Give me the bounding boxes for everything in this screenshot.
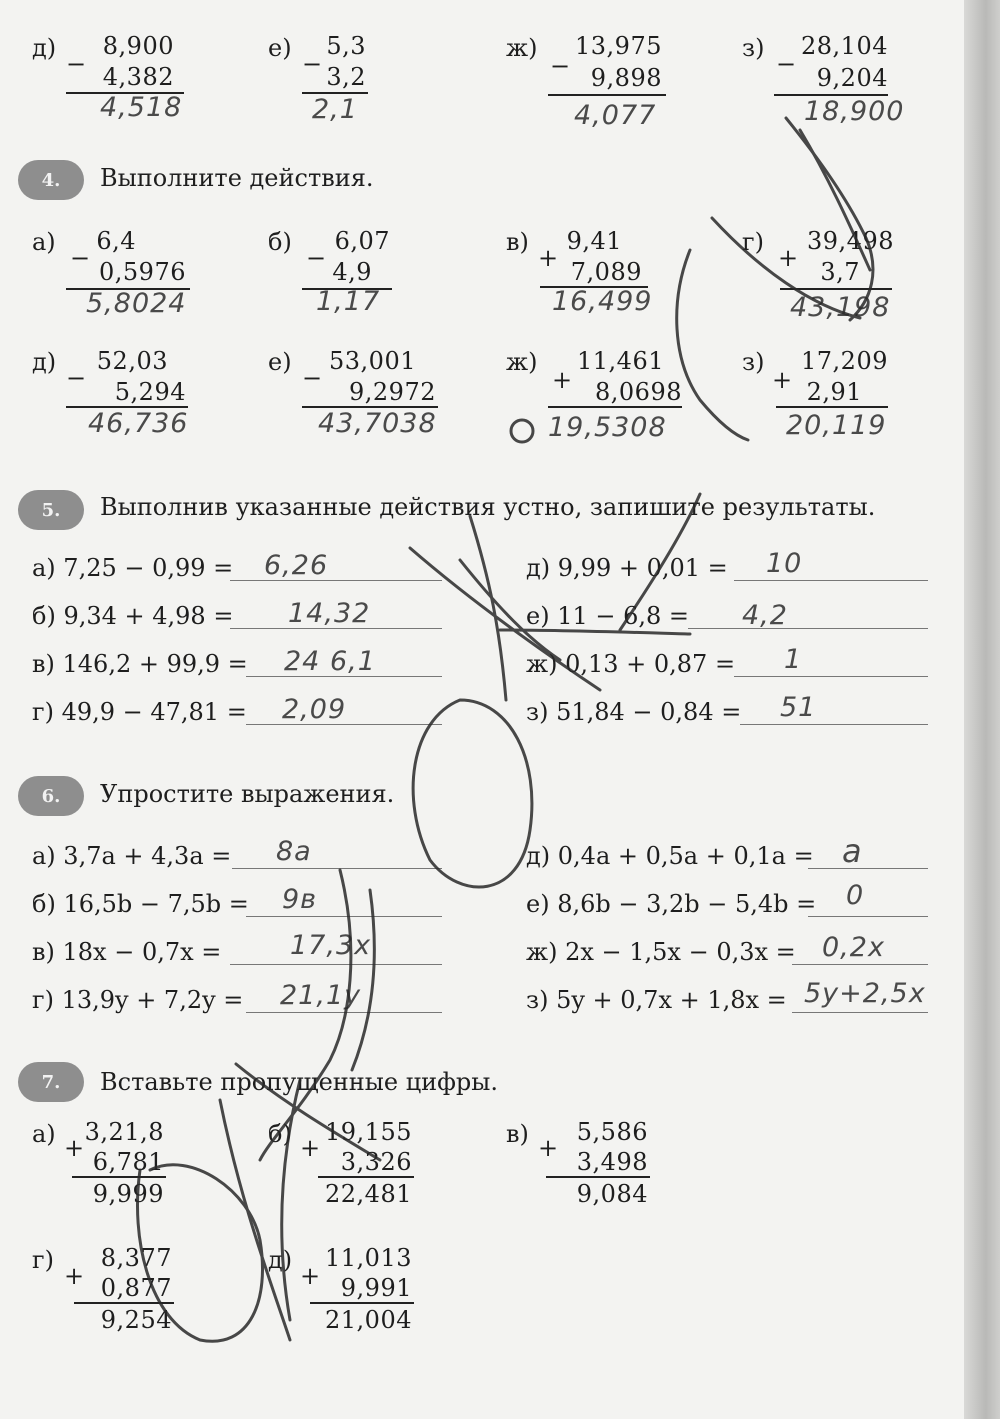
item-label: в) [506, 1120, 529, 1148]
sum-line [546, 1176, 650, 1178]
handwritten-answer: 17,3x [290, 930, 372, 961]
item-label: д) [32, 348, 57, 376]
task-title: Выполните действия. [100, 164, 374, 192]
task-number-badge: 4. [18, 160, 84, 200]
plus-sign: + [300, 1262, 321, 1290]
item-label: з) [742, 348, 765, 376]
handwritten-answer: 10 [766, 548, 803, 579]
expression: з) 51,84 − 0,84 = [526, 698, 742, 726]
addend-1: 3,21,8 [84, 1118, 164, 1146]
subtrahend: 9,2972 [349, 378, 436, 406]
subtrahend: 9,898 [590, 64, 662, 92]
sum-line [780, 288, 892, 290]
item-label: е) [268, 348, 292, 376]
minus-sign: − [302, 364, 323, 392]
task-title: Вставьте пропущенные цифры. [100, 1068, 499, 1096]
expression: з) 5y + 0,7x + 1,8x = [526, 986, 787, 1014]
sum-line [74, 1302, 174, 1304]
minuend: 6,07 [334, 227, 390, 255]
handwritten-answer: 8a [276, 836, 312, 867]
answer-line [232, 868, 442, 869]
answer-line [246, 916, 442, 917]
expression: г) 13,9y + 7,2y = [32, 986, 244, 1014]
sum: 22,481 [325, 1180, 412, 1208]
expression: б) 16,5b − 7,5b = [32, 890, 249, 918]
sum: 9,254 [100, 1306, 172, 1334]
sum: 9,084 [576, 1180, 648, 1208]
handwritten-answer: a [842, 832, 863, 870]
handwritten-answer: 20,119 [786, 410, 887, 441]
answer-line [734, 580, 928, 581]
handwritten-answer: 5y+2,5x [804, 978, 926, 1009]
sum-line [776, 406, 888, 408]
addend-2: 2,91 [806, 378, 862, 406]
addend-2: 6,781 [92, 1148, 164, 1176]
plus-sign: + [538, 244, 559, 272]
handwritten-answer: 4,518 [100, 92, 183, 123]
answer-line [688, 628, 928, 629]
item-label: в) [506, 228, 529, 256]
subtrahend: 4,382 [102, 63, 174, 91]
item-label: з) [742, 34, 765, 62]
sum-line [548, 406, 682, 408]
addend-2: 7,089 [570, 258, 642, 286]
handwritten-answer: 21,1y [280, 980, 362, 1011]
subtrahend: 0,5976 [99, 258, 186, 286]
handwritten-answer: 2,1 [312, 94, 358, 125]
expression: е) 11 − 6,8 = [526, 602, 690, 630]
addend-2: 0,877 [100, 1274, 172, 1302]
item-label: д) [268, 1246, 293, 1274]
subtrahend: 5,294 [114, 378, 186, 406]
expression: д) 0,4a + 0,5a + 0,1a = [526, 842, 814, 870]
answer-line [740, 724, 928, 725]
minuend: 53,001 [329, 347, 416, 375]
expression: г) 49,9 − 47,81 = [32, 698, 247, 726]
handwritten-answer: 5,8024 [86, 288, 187, 319]
sum-line [548, 94, 666, 96]
item-label: а) [32, 1120, 56, 1148]
plus-sign: + [300, 1134, 321, 1162]
expression: а) 7,25 − 0,99 = [32, 554, 234, 582]
handwritten-answer: 51 [780, 692, 817, 723]
addend-2: 3,7 [820, 258, 860, 286]
task-number-badge: 6. [18, 776, 84, 816]
addend-1: 5,586 [576, 1118, 648, 1146]
subtrahend: 4,9 [332, 258, 372, 286]
expression: в) 146,2 + 99,9 = [32, 650, 248, 678]
handwritten-answer: 2,09 [282, 694, 347, 725]
handwritten-answer: 1,17 [316, 286, 381, 317]
addend-1: 11,013 [325, 1244, 412, 1272]
handwritten-answer: 46,736 [88, 408, 189, 439]
addend-2: 9,991 [340, 1274, 412, 1302]
plus-sign: + [772, 366, 793, 394]
addend-2: 3,326 [340, 1148, 412, 1176]
expression: б) 9,34 + 4,98 = [32, 602, 234, 630]
item-label: г) [32, 1246, 54, 1274]
minuend: 52,03 [96, 347, 168, 375]
answer-line [230, 964, 442, 965]
task-title: Упростите выражения. [100, 780, 395, 808]
handwritten-answer: 1 [784, 644, 803, 675]
sum: 9,999 [92, 1180, 164, 1208]
plus-sign: + [538, 1134, 559, 1162]
addend-1: 8,377 [100, 1244, 172, 1272]
minus-sign: − [70, 244, 91, 272]
answer-line [230, 580, 442, 581]
item-label: г) [742, 228, 764, 256]
item-label: а) [32, 228, 56, 256]
expression: в) 18x − 0,7x = [32, 938, 222, 966]
handwritten-answer: 43,7038 [318, 408, 437, 439]
item-label: б) [268, 228, 292, 256]
answer-line [792, 964, 928, 965]
answer-line [808, 916, 928, 917]
handwritten-answer: 9в [282, 884, 318, 915]
answer-line [808, 868, 928, 869]
plus-sign: + [552, 366, 573, 394]
expression: е) 8,6b − 3,2b − 5,4b = [526, 890, 817, 918]
sum-line [318, 1176, 414, 1178]
minuend: 8,900 [102, 32, 174, 60]
answer-line [246, 1012, 442, 1013]
addend-2: 3,498 [576, 1148, 648, 1176]
answer-line [734, 676, 928, 677]
handwritten-answer: 16,499 [552, 286, 653, 317]
handwritten-answer: 14,32 [288, 598, 371, 629]
page-edge-shadow [964, 0, 1000, 1419]
item-label: ж) [506, 348, 538, 376]
handwritten-answer: 4,077 [574, 100, 657, 131]
addend-1: 9,41 [566, 227, 622, 255]
minus-sign: − [550, 52, 571, 80]
handwritten-answer: 19,5308 [548, 412, 667, 443]
minus-sign: − [302, 50, 323, 78]
plus-sign: + [778, 244, 799, 272]
minuend: 5,3 [326, 32, 366, 60]
minus-sign: − [776, 50, 797, 78]
task-number-badge: 7. [18, 1062, 84, 1102]
addend-1: 39,498 [807, 227, 894, 255]
handwritten-answer: 6,26 [264, 550, 329, 581]
minuend: 6,4 [96, 227, 136, 255]
handwritten-answer: 24 6,1 [284, 646, 376, 677]
handwritten-answer: 0,2x [822, 932, 885, 963]
minuend: 28,104 [801, 32, 888, 60]
plus-sign: + [64, 1134, 85, 1162]
task-number-badge: 5. [18, 490, 84, 530]
minus-sign: − [66, 50, 87, 78]
answer-line [792, 1012, 928, 1013]
addend-1: 17,209 [801, 347, 888, 375]
handwritten-answer: 43,198 [790, 292, 891, 323]
expression: д) 9,99 + 0,01 = [526, 554, 728, 582]
minus-sign: − [66, 364, 87, 392]
item-label: д) [32, 34, 57, 62]
subtrahend: 3,2 [326, 63, 366, 91]
task-title: Выполнив указанные действия устно, запишите результаты. [100, 493, 876, 521]
sum-line [310, 1302, 414, 1304]
expression: ж) 2x − 1,5x − 0,3x = [526, 938, 796, 966]
minus-sign: − [306, 244, 327, 272]
handwritten-answer: 0 [846, 880, 865, 911]
handwritten-answer: 4,2 [742, 600, 788, 631]
minuend: 13,975 [575, 32, 662, 60]
addend-1: 19,155 [325, 1118, 412, 1146]
item-label: б) [268, 1120, 292, 1148]
sum: 21,004 [325, 1306, 412, 1334]
handwritten-answer: 18,900 [804, 96, 905, 127]
subtrahend: 9,204 [816, 64, 888, 92]
item-label: е) [268, 34, 292, 62]
addend-1: 11,461 [577, 347, 664, 375]
addend-2: 8,0698 [595, 378, 682, 406]
plus-sign: + [64, 1262, 85, 1290]
expression: ж) 0,13 + 0,87 = [526, 650, 736, 678]
sum-line [72, 1176, 166, 1178]
expression: а) 3,7a + 4,3a = [32, 842, 232, 870]
item-label: ж) [506, 34, 538, 62]
